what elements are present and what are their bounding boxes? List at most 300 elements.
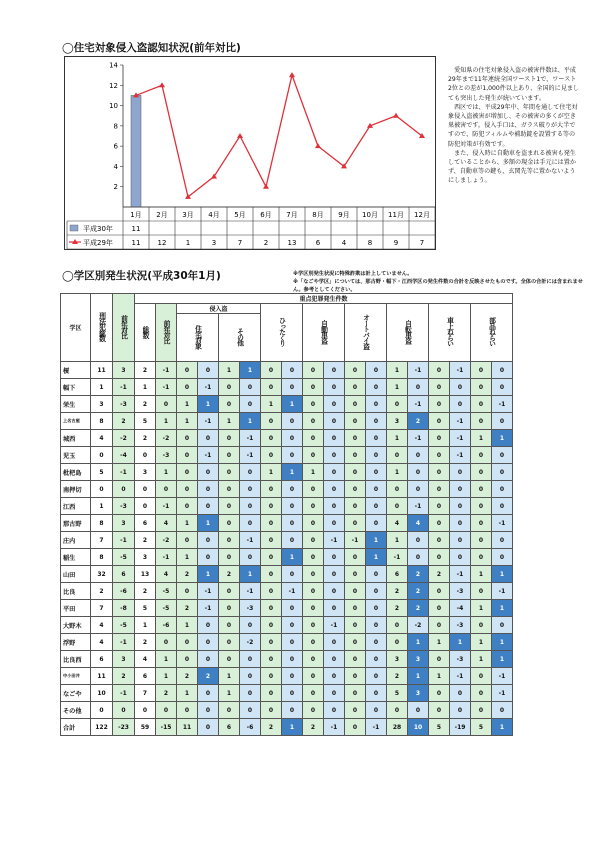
- table-row: [61, 685, 513, 702]
- row-cell: 0: [387, 634, 408, 651]
- table-value: 7: [419, 239, 425, 247]
- row-cell: 0: [345, 464, 366, 481]
- row-cell: 0: [492, 413, 513, 430]
- row-cell: 0: [91, 702, 113, 719]
- row-cell: 0: [492, 498, 513, 515]
- row-cell: 0: [471, 617, 492, 634]
- row-cell: -1: [450, 362, 471, 379]
- row-cell: 1: [282, 719, 303, 736]
- row-cell: 0: [282, 515, 303, 532]
- row-cell: -1: [156, 379, 177, 396]
- row-cell: 11: [91, 362, 113, 379]
- row-cell: 0: [345, 379, 366, 396]
- row-cell: 0: [429, 396, 450, 413]
- row-cell: 0: [219, 379, 240, 396]
- row-cell: 1: [366, 532, 387, 549]
- hdr-bicycle: 自転車盗: [387, 304, 429, 362]
- row-cell: 1: [492, 651, 513, 668]
- row-cell: 4: [135, 651, 156, 668]
- row-cell: 0: [324, 413, 345, 430]
- row-cell: 0: [240, 549, 261, 566]
- row-cell: -1: [282, 583, 303, 600]
- row-cell: 1: [387, 532, 408, 549]
- row-cell: -3: [113, 396, 135, 413]
- table-value: 6: [315, 239, 321, 247]
- row-cell: 5: [429, 719, 450, 736]
- x-tick-label: 1月: [130, 211, 142, 219]
- row-cell: 0: [324, 379, 345, 396]
- row-cell: 0: [240, 515, 261, 532]
- row-cell: 0: [450, 515, 471, 532]
- row-cell: 0: [303, 617, 324, 634]
- table-row: [61, 379, 513, 396]
- row-cell: 0: [429, 617, 450, 634]
- row-cell: 0: [261, 685, 282, 702]
- row-cell: 0: [261, 515, 282, 532]
- row-cell: 0: [471, 583, 492, 600]
- row-cell: 0: [387, 396, 408, 413]
- row-cell: 3: [113, 651, 135, 668]
- row-cell: -6: [240, 719, 261, 736]
- row-cell: 0: [261, 549, 282, 566]
- row-cell: -1: [156, 498, 177, 515]
- row-cell: -1: [198, 413, 219, 430]
- row-cell: 1: [492, 600, 513, 617]
- row-cell: 1: [240, 362, 261, 379]
- row-cell: 2: [387, 600, 408, 617]
- row-cell: 0: [177, 532, 198, 549]
- row-cell: 0: [429, 379, 450, 396]
- row-cell: 1: [156, 464, 177, 481]
- row-cell: 0: [113, 702, 135, 719]
- row-cell: 0: [366, 481, 387, 498]
- row-cell: 0: [198, 651, 219, 668]
- table-value: 3: [211, 239, 217, 247]
- row-cell: 0: [450, 549, 471, 566]
- side-paragraph-2: 西区では、平成29年中、年間を通して住宅対象侵入盗被害が増加し、その被害の多くが空き巣被害です。侵入手口は、ガラス破りが大半ですので、防犯フィルムや補助錠を設置する等の防犯対策が有効です。: [448, 103, 578, 148]
- row-cell: 0: [240, 702, 261, 719]
- hdr-shajo: 車上ねらい: [429, 304, 471, 362]
- table-row: [61, 532, 513, 549]
- side-description: [448, 66, 580, 186]
- row-cell: 6: [113, 566, 135, 583]
- row-area: 児玉: [61, 447, 91, 464]
- row-cell: 1: [387, 379, 408, 396]
- row-area: 那古野: [61, 515, 91, 532]
- row-cell: 28: [387, 719, 408, 736]
- row-cell: -3: [240, 600, 261, 617]
- row-cell: -15: [156, 719, 177, 736]
- row-cell: 0: [261, 413, 282, 430]
- row-cell: 0: [282, 413, 303, 430]
- row-cell: 3: [387, 651, 408, 668]
- row-cell: 0: [219, 481, 240, 498]
- row-cell: 0: [324, 685, 345, 702]
- table-row: [61, 464, 513, 481]
- row-cell: 0: [429, 362, 450, 379]
- row-area: 栄生: [61, 396, 91, 413]
- table-row: [61, 413, 513, 430]
- row-cell: 0: [303, 600, 324, 617]
- row-area: 浮野: [61, 634, 91, 651]
- row-cell: 0: [113, 481, 135, 498]
- row-cell: 6: [135, 668, 156, 685]
- row-cell: 0: [240, 651, 261, 668]
- x-tick-label: 5月: [234, 211, 246, 219]
- row-cell: -5: [156, 600, 177, 617]
- row-cell: 0: [471, 532, 492, 549]
- row-cell: 1: [156, 413, 177, 430]
- row-cell: 0: [177, 379, 198, 396]
- row-cell: 0: [324, 651, 345, 668]
- row-cell: -1: [113, 532, 135, 549]
- row-cell: 2: [156, 685, 177, 702]
- row-cell: 0: [471, 379, 492, 396]
- table-value: 1: [185, 239, 191, 247]
- row-cell: 0: [471, 447, 492, 464]
- row-area: 比良: [61, 583, 91, 600]
- hdr-house: 住宅対象: [177, 314, 219, 362]
- legend-h30-swatch: [70, 225, 78, 231]
- table-value: 2: [263, 239, 269, 247]
- row-cell: 0: [282, 651, 303, 668]
- table-value: 11: [131, 225, 141, 233]
- row-cell: 4: [156, 515, 177, 532]
- row-cell: 2: [91, 583, 113, 600]
- row-cell: -1: [366, 719, 387, 736]
- row-cell: 0: [282, 634, 303, 651]
- hdr-major: 重点犯罪発生件数: [135, 294, 513, 304]
- table-row: [61, 515, 513, 532]
- row-cell: 0: [450, 498, 471, 515]
- row-cell: 0: [492, 464, 513, 481]
- hdr-bike: オートバイ盗: [345, 304, 387, 362]
- row-cell: 0: [387, 702, 408, 719]
- table-row: [61, 668, 513, 685]
- row-cell: 1: [135, 379, 156, 396]
- row-cell: 2: [135, 634, 156, 651]
- row-cell: 0: [282, 668, 303, 685]
- row-cell: 1: [219, 362, 240, 379]
- row-cell: 1: [219, 413, 240, 430]
- row-area: 山田: [61, 566, 91, 583]
- row-cell: 0: [324, 430, 345, 447]
- row-cell: 0: [261, 617, 282, 634]
- chart-svg: [65, 57, 437, 251]
- row-cell: 0: [450, 464, 471, 481]
- row-cell: 0: [429, 685, 450, 702]
- row-cell: -1: [240, 583, 261, 600]
- row-cell: 3: [91, 396, 113, 413]
- row-cell: 0: [450, 702, 471, 719]
- row-cell: 0: [366, 447, 387, 464]
- row-cell: -1: [492, 685, 513, 702]
- row-cell: 2: [113, 413, 135, 430]
- row-cell: 0: [492, 549, 513, 566]
- row-cell: -2: [113, 430, 135, 447]
- row-cell: 0: [198, 634, 219, 651]
- row-cell: 0: [450, 379, 471, 396]
- row-cell: 0: [198, 430, 219, 447]
- row-area: 庄内: [61, 532, 91, 549]
- row-cell: 0: [429, 430, 450, 447]
- row-cell: 0: [345, 515, 366, 532]
- row-cell: 1: [240, 413, 261, 430]
- row-cell: 0: [471, 702, 492, 719]
- hdr-sub-total: 総数: [135, 304, 156, 362]
- row-cell: 0: [135, 702, 156, 719]
- y-tick-label: 14: [109, 61, 118, 70]
- row-cell: 0: [303, 668, 324, 685]
- row-cell: -1: [408, 430, 429, 447]
- row-cell: 1: [177, 515, 198, 532]
- row-area: 平田: [61, 600, 91, 617]
- point-h29: [393, 113, 399, 118]
- row-cell: 0: [366, 651, 387, 668]
- side-paragraph-3: また、侵入時に自動車を盗まれる被害も発生していることから、多額の現金は手元には置かず、自動車等の鍵も、玄関先等に置かないようにしましょう。: [448, 149, 576, 185]
- row-cell: -6: [156, 617, 177, 634]
- row-cell: 0: [450, 685, 471, 702]
- point-h29: [289, 72, 295, 77]
- row-cell: 0: [471, 413, 492, 430]
- row-cell: -1: [492, 396, 513, 413]
- row-cell: 7: [91, 532, 113, 549]
- row-cell: 0: [324, 481, 345, 498]
- row-cell: 0: [261, 447, 282, 464]
- row-cell: 1: [492, 430, 513, 447]
- y-tick-label: 6: [113, 142, 118, 151]
- row-cell: 0: [471, 396, 492, 413]
- row-cell: 0: [198, 532, 219, 549]
- row-cell: 1: [387, 362, 408, 379]
- row-cell: -6: [113, 583, 135, 600]
- row-cell: -1: [387, 549, 408, 566]
- row-cell: -1: [324, 719, 345, 736]
- row-cell: 2: [135, 583, 156, 600]
- row-cell: 4: [91, 430, 113, 447]
- row-cell: 0: [135, 498, 156, 515]
- row-cell: -1: [408, 362, 429, 379]
- row-cell: 7: [91, 600, 113, 617]
- table-value: 11: [131, 239, 141, 247]
- row-cell: 0: [303, 532, 324, 549]
- row-cell: 0: [219, 617, 240, 634]
- row-cell: -3: [450, 583, 471, 600]
- row-cell: 0: [282, 685, 303, 702]
- row-cell: -19: [450, 719, 471, 736]
- row-area: 稲生: [61, 549, 91, 566]
- row-cell: 6: [387, 566, 408, 583]
- row-cell: -1: [450, 668, 471, 685]
- line-h29: [136, 75, 422, 197]
- side-paragraph-1: 愛知県の住宅対象侵入盗の被害件数は、平成29年まで11年連続全国ワースト1で、ワースト2位との差が1,000件以上あり、全国的に見ましても突出した発生が続いています。: [448, 67, 580, 102]
- row-cell: 3: [113, 362, 135, 379]
- row-cell: 0: [177, 634, 198, 651]
- row-cell: 2: [135, 430, 156, 447]
- table-value: 13: [287, 239, 297, 247]
- point-h29: [315, 143, 321, 148]
- y-tick-label: 10: [109, 102, 118, 111]
- table-row: [61, 498, 513, 515]
- row-cell: 0: [303, 481, 324, 498]
- row-cell: 0: [156, 481, 177, 498]
- row-cell: 6: [135, 515, 156, 532]
- row-cell: 0: [324, 549, 345, 566]
- row-cell: 2: [198, 668, 219, 685]
- table-value: 12: [157, 239, 167, 247]
- row-cell: 2: [429, 566, 450, 583]
- row-cell: 0: [324, 396, 345, 413]
- row-cell: 1: [91, 379, 113, 396]
- row-cell: -1: [156, 549, 177, 566]
- row-cell: 1: [366, 549, 387, 566]
- row-cell: -1: [324, 532, 345, 549]
- row-cell: 0: [219, 532, 240, 549]
- row-cell: 0: [219, 396, 240, 413]
- row-cell: 1: [387, 430, 408, 447]
- row-cell: 0: [324, 515, 345, 532]
- row-cell: 0: [366, 583, 387, 600]
- row-cell: -23: [113, 719, 135, 736]
- row-cell: 0: [156, 396, 177, 413]
- row-cell: 0: [91, 447, 113, 464]
- row-cell: 0: [156, 634, 177, 651]
- row-cell: 1: [198, 566, 219, 583]
- row-cell: 0: [492, 702, 513, 719]
- row-cell: 1: [177, 413, 198, 430]
- x-tick-label: 8月: [312, 211, 324, 219]
- row-cell: 0: [366, 600, 387, 617]
- row-cell: 0: [177, 583, 198, 600]
- row-cell: 0: [387, 447, 408, 464]
- row-cell: 0: [261, 668, 282, 685]
- row-cell: 3: [387, 413, 408, 430]
- row-cell: 0: [240, 668, 261, 685]
- row-cell: -2: [156, 532, 177, 549]
- row-cell: 0: [261, 566, 282, 583]
- row-cell: 0: [387, 617, 408, 634]
- row-cell: 0: [219, 515, 240, 532]
- row-cell: 2: [261, 719, 282, 736]
- table-row: [61, 617, 513, 634]
- row-cell: 0: [198, 685, 219, 702]
- row-cell: 0: [177, 362, 198, 379]
- row-cell: 0: [366, 566, 387, 583]
- row-cell: -1: [198, 600, 219, 617]
- row-cell: 0: [219, 498, 240, 515]
- row-cell: -1: [198, 447, 219, 464]
- row-cell: 0: [261, 362, 282, 379]
- row-cell: 0: [429, 447, 450, 464]
- row-cell: 1: [282, 464, 303, 481]
- row-cell: 0: [345, 481, 366, 498]
- row-cell: 1: [177, 549, 198, 566]
- row-cell: 0: [219, 583, 240, 600]
- row-cell: 0: [366, 515, 387, 532]
- row-cell: 0: [366, 617, 387, 634]
- row-cell: 0: [303, 362, 324, 379]
- row-cell: 0: [135, 481, 156, 498]
- row-cell: 5: [135, 413, 156, 430]
- row-cell: 0: [429, 515, 450, 532]
- row-cell: 0: [408, 549, 429, 566]
- row-cell: 0: [282, 481, 303, 498]
- row-cell: 0: [261, 481, 282, 498]
- row-cell: 1: [471, 634, 492, 651]
- row-cell: 7: [135, 685, 156, 702]
- row-cell: 1: [471, 566, 492, 583]
- row-cell: 0: [345, 549, 366, 566]
- row-cell: 0: [219, 651, 240, 668]
- row-cell: 1: [198, 515, 219, 532]
- row-cell: 0: [408, 481, 429, 498]
- table-row: [61, 481, 513, 498]
- row-cell: 0: [345, 413, 366, 430]
- row-cell: 4: [91, 617, 113, 634]
- table-row: [61, 430, 513, 447]
- row-area: 城西: [61, 430, 91, 447]
- table-row: [61, 583, 513, 600]
- y-tick-label: 12: [109, 81, 118, 90]
- row-cell: 1: [408, 668, 429, 685]
- row-cell: 0: [324, 447, 345, 464]
- row-cell: 1: [219, 668, 240, 685]
- row-cell: 8: [91, 515, 113, 532]
- row-cell: -1: [156, 362, 177, 379]
- row-cell: 0: [429, 583, 450, 600]
- row-cell: -1: [408, 498, 429, 515]
- row-cell: 0: [366, 464, 387, 481]
- row-area: 上名古屋: [61, 413, 91, 430]
- row-cell: 1: [429, 668, 450, 685]
- table-row: [61, 634, 513, 651]
- table-row: [61, 447, 513, 464]
- row-cell: 0: [219, 702, 240, 719]
- hdr-break: 侵入盗: [177, 304, 261, 314]
- x-tick-label: 3月: [182, 211, 194, 219]
- row-cell: -1: [345, 532, 366, 549]
- row-cell: -1: [324, 617, 345, 634]
- row-cell: 0: [408, 464, 429, 481]
- row-cell: 0: [219, 549, 240, 566]
- row-cell: -2: [408, 617, 429, 634]
- row-cell: 2: [219, 566, 240, 583]
- row-cell: 0: [303, 396, 324, 413]
- row-cell: 1: [219, 685, 240, 702]
- row-cell: 1: [261, 396, 282, 413]
- row-cell: 1: [387, 464, 408, 481]
- bar-h30: [131, 95, 141, 207]
- row-cell: 5: [471, 719, 492, 736]
- y-tick-label: 2: [113, 183, 118, 192]
- row-cell: -1: [450, 566, 471, 583]
- table-notes: [293, 270, 583, 294]
- row-cell: 2: [177, 668, 198, 685]
- row-cell: -1: [240, 447, 261, 464]
- x-tick-label: 11月: [388, 211, 404, 219]
- row-cell: 0: [324, 566, 345, 583]
- row-cell: 0: [429, 481, 450, 498]
- row-cell: 0: [282, 379, 303, 396]
- row-cell: 0: [261, 702, 282, 719]
- legend-label: 平成29年: [83, 239, 113, 247]
- row-cell: -1: [113, 685, 135, 702]
- row-cell: 0: [240, 481, 261, 498]
- row-cell: 0: [240, 379, 261, 396]
- row-cell: 0: [429, 702, 450, 719]
- row-cell: 0: [387, 498, 408, 515]
- row-cell: -1: [492, 668, 513, 685]
